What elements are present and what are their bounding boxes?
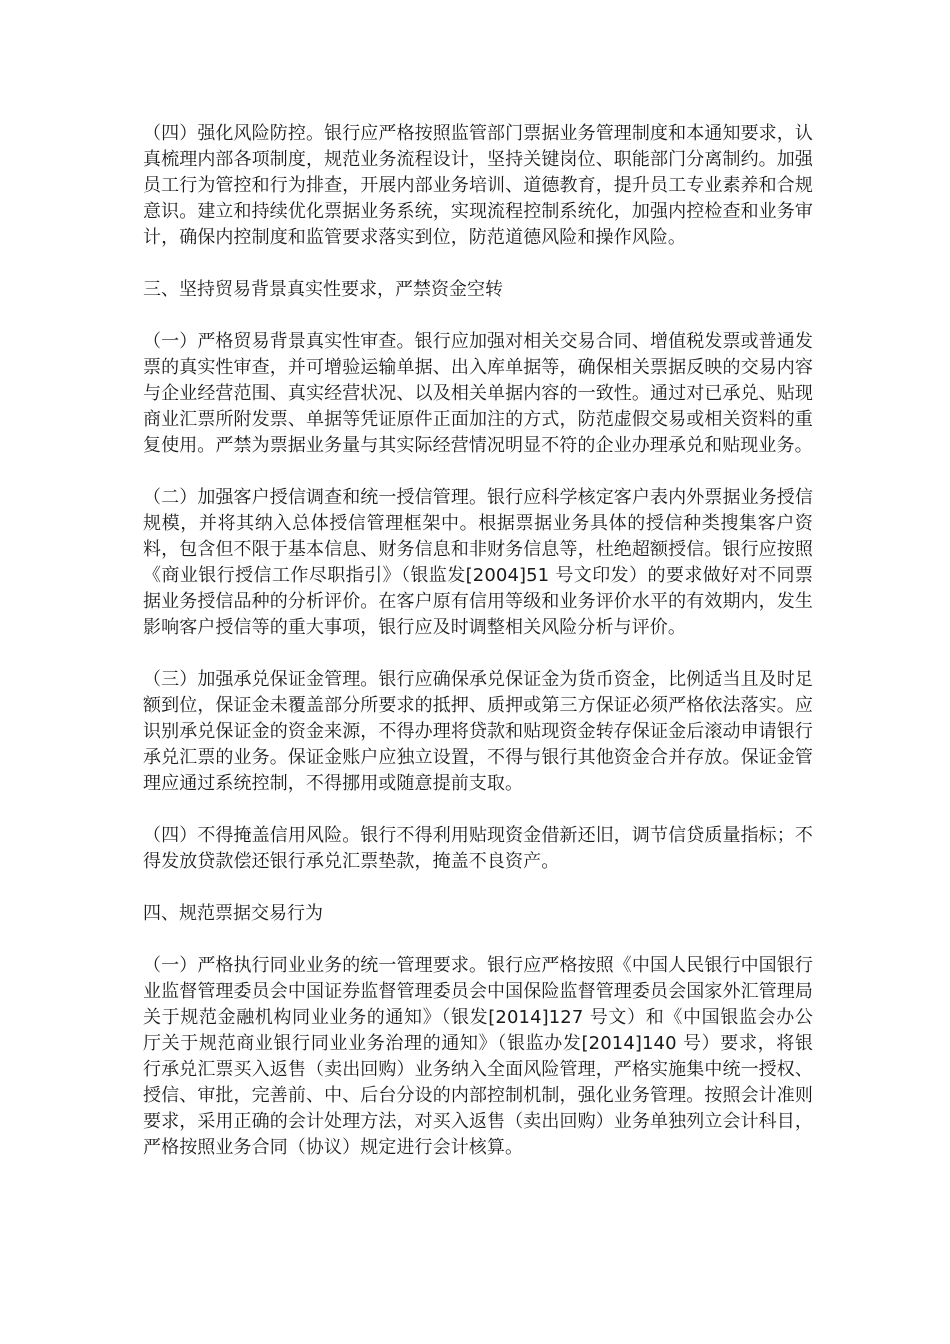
paragraph-trade-background: （一）严格贸易背景真实性审查。银行应加强对相关交易合同、增值税发票或普通发票的真实性审查，并可增验运输单据、出入库单据等，确保相关票据反映的交易内容与企业经营范围、真实经营状况、以及相关单据内容的一致性。通过对已承兑、贴现商业汇票所附发票、单据等凭证原件正面加注的方式，防范虚假交易或相关资料的重复使用。严禁为票据业务量与其实际经营情况明显不符的企业办理承兑和贴现业务。 [143,331,813,456]
section-heading-three: 三、坚持贸易背景真实性要求，严禁资金空转 [143,279,503,300]
paragraph-margin-management: （三）加强承兑保证金管理。银行应确保承兑保证金为货币资金，比例适当且及时足额到位，保证金未覆盖部分所要求的抵押、质押或第三方保证必须严格依法落实。应识别承兑保证金的资金来源，不得办理将贷款和贴现资金转存保证金后滚动申请银行承兑汇票的业务。保证金账户应独立设置，不得与银行其他资金合并存放。保证金管理应通过系统控制，不得挪用或随意提前支取。 [143,669,813,794]
section-heading-four: 四、规范票据交易行为 [143,903,323,924]
paragraph-risk-control: （四）强化风险防控。银行应严格按照监管部门票据业务管理制度和本通知要求，认真梳理内部各项制度，规范业务流程设计，坚持关键岗位、职能部门分离制约。加强员工行为管控和行为排查，开展内部业务培训、道德教育，提升员工专业素养和合规意识。建立和持续优化票据业务系统，实现流程控制系统化，加强内控检查和业务审计，确保内控制度和监管要求落实到位，防范道德风险和操作风险。 [143,123,813,248]
paragraph-credit-management: （二）加强客户授信调查和统一授信管理。银行应科学核定客户表内外票据业务授信规模，并将其纳入总体授信管理框架中。根据票据业务具体的授信种类搜集客户资料，包含但不限于基本信息、财务信息和非财务信息等，杜绝超额授信。银行应按照《商业银行授信工作尽职指引》（银监发[2004]51 号文印发）的要求做好对不同票据业务授信品种的分析评价。在客户原有信用等级和业务评价水平的有效期内，发生影响客户授信等的重大事项，银行应及时调整相关风险分析与评价。 [143,487,813,638]
paragraph-credit-risk: （四）不得掩盖信用风险。银行不得利用贴现资金借新还旧，调节信贷质量指标；不得发放贷款偿还银行承兑汇票垫款，掩盖不良资产。 [143,825,813,872]
document-page [143,121,813,1161]
paragraph-interbank-management: （一）严格执行同业业务的统一管理要求。银行应严格按照《中国人民银行中国银行业监督管理委员会中国证券监督管理委员会中国保险监督管理委员会国家外汇管理局关于规范金融机构同业业务的通知》（银发[2014]127 号文）和《中国银监会办公厅关于规范商业银行同业业务治理的通知》（银监办发[2014]140 号）要求，将银行承兑汇票买入返售（卖出回购）业务纳入全面风险管理，严格实施集中统一授权、授信、审批，完善前、中、后台分设的内部控制机制，强化业务管理。按照会计准则要求，采用正确的会计处理方法，对买入返售（卖出回购）业务单独列立会计科目，严格按照业务合同（协议）规定进行会计核算。 [143,955,813,1158]
